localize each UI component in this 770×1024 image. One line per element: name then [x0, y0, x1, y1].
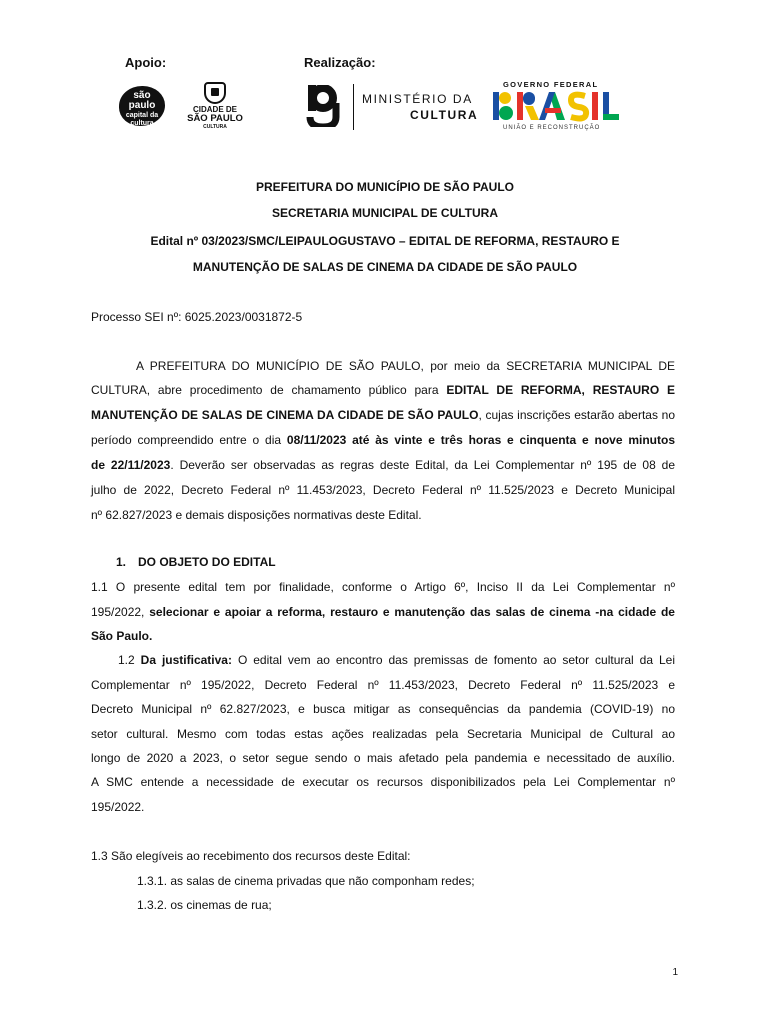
title-edital: Edital nº 03/2023/SMC/LEIPAULOGUSTAVO – EDITAL DE REFORMA, RESTAURO E: [150, 234, 620, 248]
p12-line-6: A SMC entende a necessidade de executar os recursos disponibilizados pela Lei Complementar nº: [91, 775, 675, 789]
intro-line-4: período compreendido entre o dia 08/11/2023 até às vinte e três horas e cinquenta e nove minutos: [91, 433, 676, 447]
page-number: 1: [672, 967, 678, 978]
intro-line-2: CULTURA, abre procedimento de chamamento público para EDITAL DE REFORMA, RESTAURO E: [91, 383, 675, 397]
logo-separator: [353, 84, 354, 130]
cidade-de-sao-paulo-logo: CIDADE DE SÃO PAULO CULTURA: [183, 82, 247, 132]
realizacao-label: Realização:: [304, 55, 376, 70]
p12-line-5: longo de 2020 a 2023, o setor segue sendo o mais afetado pela pandemia e necessitado de auxílio.: [91, 751, 675, 765]
p11-line-2: 195/2022, selecionar e apoiar a reforma, restauro e manutenção das salas de cinema -na cidade de: [91, 605, 675, 619]
intro-line-6: julho de 2022, Decreto Federal nº 11.453/2023, Decreto Federal nº 11.525/2023 e Decreto Municipal: [91, 483, 675, 497]
governo-federal-brasil-logo: GOVERNO FEDERAL UNIÃO E RECONSTRUÇÃO: [493, 80, 619, 134]
p12-line-4: setor cultural. Mesmo com todas estas ações realizadas pela Secretaria Municipal de Cultural ao: [91, 727, 675, 741]
intro-line-3: MANUTENÇÃO DE SALAS DE CINEMA DA CIDADE DE SÃO PAULO, cujas inscrições estarão abertas no: [91, 408, 676, 422]
p12-line-3: Decreto Municipal nº 62.827/2023, e busca mitigar as consequências da pandemia (COVID-19) no: [91, 702, 675, 716]
p13: 1.3 São elegíveis ao recebimento dos recursos deste Edital:: [91, 849, 411, 863]
p12-line-1: 1.2 Da justificativa: O edital vem ao encontro das premissas de fomento ao setor cultural da Lei: [118, 653, 675, 667]
p11-line-1: 1.1 O presente edital tem por finalidade, conforme o Artigo 6º, Inciso II da Lei Complementar nº: [91, 580, 675, 594]
brasil-wordmark-icon: [493, 90, 619, 122]
sao-paulo-capital-da-cultura-logo: são paulo capital da cultura: [119, 86, 165, 126]
section-1-number: 1.: [116, 555, 127, 569]
intro-line-7: nº 62.827/2023 e demais disposições normativas deste Edital.: [91, 508, 422, 522]
p132: 1.3.2. os cinemas de rua;: [137, 898, 272, 912]
title-edital-cont: MANUTENÇÃO DE SALAS DE CINEMA DA CIDADE DE SÃO PAULO: [192, 260, 578, 274]
p12-line-7: 195/2022.: [91, 800, 145, 814]
p11-line-3: São Paulo.: [91, 629, 153, 643]
ministerio-da-cultura-logo: MINISTÉRIO DA CULTURA: [304, 84, 484, 130]
apoio-label: Apoio:: [125, 55, 167, 70]
paulo-gustavo-g-icon: [306, 85, 340, 127]
city-crest-icon: [204, 82, 226, 104]
p12-line-2: Complementar nº 195/2022, Decreto Federal nº 11.453/2023, Decreto Federal nº 11.525/2023 e: [91, 678, 675, 692]
p131: 1.3.1. as salas de cinema privadas que não componham redes;: [137, 874, 475, 888]
intro-line-1: A PREFEITURA DO MUNICÍPIO DE SÃO PAULO, por meio da SECRETARIA MUNICIPAL DE: [136, 359, 675, 373]
title-secretaria: SECRETARIA MUNICIPAL DE CULTURA: [272, 206, 498, 220]
section-1-heading: DO OBJETO DO EDITAL: [138, 555, 276, 569]
title-prefeitura: PREFEITURA DO MUNICÍPIO DE SÃO PAULO: [255, 180, 514, 194]
intro-line-5: de 22/11/2023. Deverão ser observadas as regras deste Edital, da Lei Complementar nº 195 de 08 de: [91, 458, 676, 472]
processo-sei: Processo SEI nº: 6025.2023/0031872-5: [91, 310, 303, 324]
